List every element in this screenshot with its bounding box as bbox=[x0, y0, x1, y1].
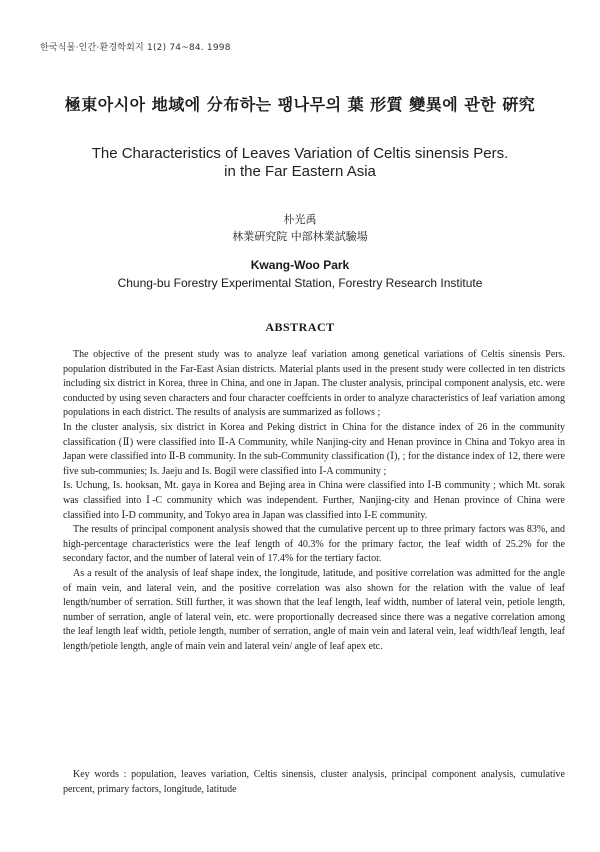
abstract-paragraph: In the cluster analysis, six district in Korea and Peking district in China for the distance index of 26 in the community classification (Ⅱ) were classified into Ⅱ-A Community, while Nanjing-city and Henan province in China and Tokyo area in Japan were classified into Ⅱ-B community. In the sub-Community classification (Ⅰ), ; for the distance index of 12, there were five sub-communies; Is. Jaeju and Is. Bogil were classified into Ⅰ-A community ; bbox=[63, 421, 565, 477]
abstract-body bbox=[63, 348, 565, 654]
author-name-hanja: 朴光禹 bbox=[283, 213, 317, 226]
author-name-english: Kwang-Woo Park bbox=[250, 258, 350, 272]
author-affiliation-english: Chung-bu Forestry Experimental Station, Forestry Research Institute bbox=[117, 276, 483, 290]
author-affiliation-hanja: 林業硏究院 中部林業試驗場 bbox=[232, 230, 368, 243]
abstract-paragraph: The results of principal component analysis showed that the cumulative percent up to three primary factors was 83%, and high-percentage characteristics were the leaf length of 40.3% for the primary factor, the leaf width of 25.2% for the secondary factor, and the number of lateral vein of 17.4% for the tertiary factor. bbox=[63, 524, 565, 565]
english-title-line-1: The Characteristics of Leaves Variation of Celtis sinensis Pers. bbox=[91, 145, 509, 162]
korean-title: 極東아시아 地域에 分布하는 팽나무의 葉 形質 變異에 관한 硏究 bbox=[64, 95, 536, 114]
english-title bbox=[0, 145, 600, 181]
english-title-line-2: in the Far Eastern Asia bbox=[224, 163, 376, 180]
abstract-heading: ABSTRACT bbox=[265, 320, 335, 334]
abstract-paragraph: Is. Uchung, Is. hooksan, Mt. gaya in Korea and Bejing area in China were classified into Ⅰ-B community ; which Mt. sorak was classified into Ⅰ-C community which was independent. Further, Nanjing-city and Henan province of China were classified into Ⅰ-D community, and Tokyo area in Japan was classified into Ⅰ-E community. bbox=[63, 480, 565, 521]
journal-reference: 한국식물·인간·환경학회지 1(2) 74~84. 1998 bbox=[40, 43, 231, 53]
keywords: Key words : population, leaves variation, Celtis sinensis, cluster analysis, principal component analysis, cumulative percent, primary factors, longitude, latitude bbox=[63, 769, 565, 795]
abstract-paragraph: The objective of the present study was to analyze leaf variation among genetical variations of Celtis sinensis Pers. population distributed in the Far-East Asian districts. Material plants used in the present study were collected in ten districts including six district in Korea, three in China, and one in Japan. The cluster analysis, principal component analysis, etc. were conducted by using seven characters and four character coeffcients in order to analyze characteristics of leaf variation among populations in each district. The results of analysis are summarized as follows ; bbox=[63, 349, 565, 419]
abstract-paragraph: As a result of the analysis of leaf shape index, the longitude, latitude, and positive correlation was admitted for the angle of main vein, and lateral vein, and the positive correlation was also shown for the relation with the value of leaf length/number of serration. Still further, it was shown that the leaf length, leaf width, number of lateral vein, petiole length, number of serration, angle of lateral vein, etc. were proportionally decreased since there was a negative correlation among the leaf length leaf width, petiole length, number of serration, angle of main vein and lateral vein, leaf width/leaf length, leaf length/petiole length, angle of main vein and lateral vein/ angle of leaf apex etc. bbox=[63, 567, 565, 652]
